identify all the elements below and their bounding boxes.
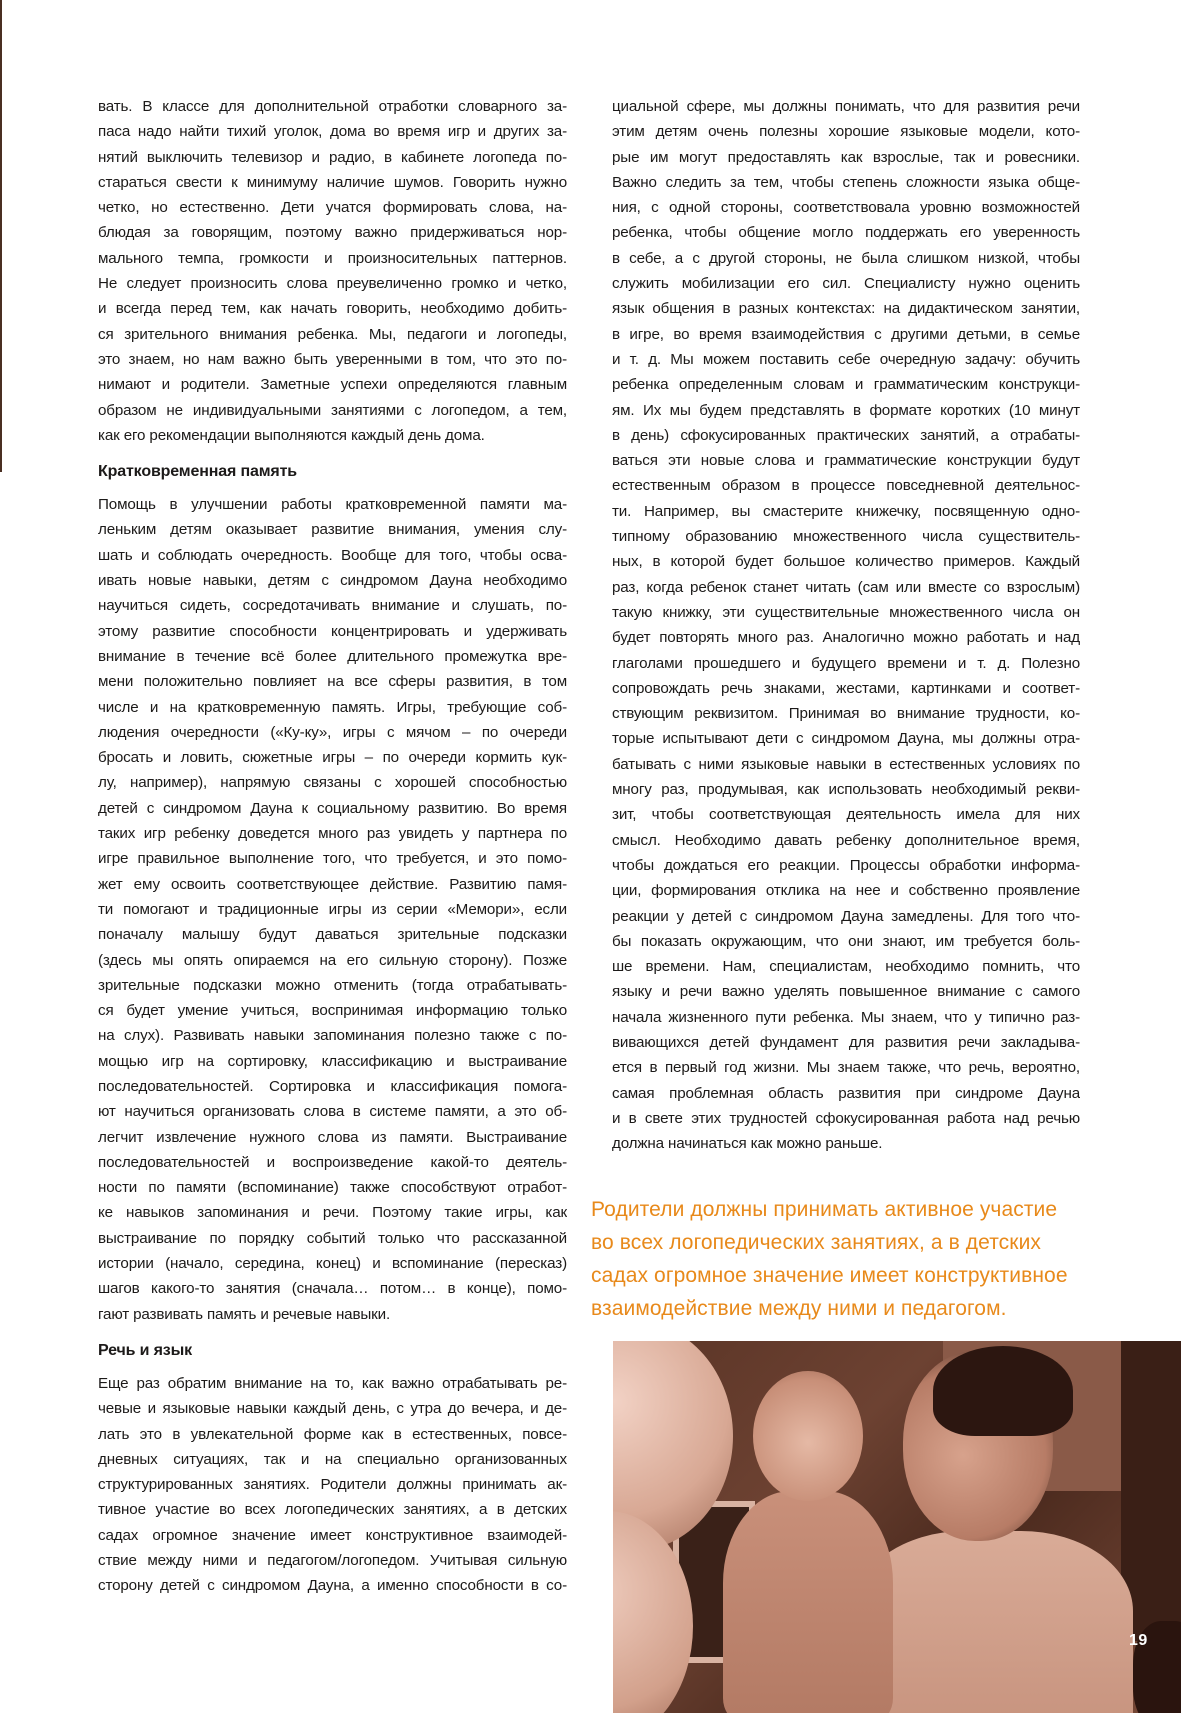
text-line: и т. д. Мы можем поставить себе очередную задачу: обучить (612, 350, 1080, 368)
text-line: Еще раз обратим внимание на то, как важно отрабатывать ре- (98, 1374, 567, 1392)
text-line: структурированных занятиях. Родители должны принимать ак- (98, 1476, 567, 1494)
text-line: ям. Их мы будем представлять в формате коротких (10 минут (612, 401, 1080, 419)
text-line: внимание в течение всё более длительного промежутка вре- (98, 647, 567, 665)
text-line: должна начинаться как можно раньше. (612, 1135, 883, 1153)
text-line: в день) сфокусированных практических занятий, а отрабаты- (612, 426, 1080, 444)
text-line: выстраивание по порядку событий только что рассказанной (98, 1229, 567, 1247)
text-line: гают развивать память и речевые навыки. (98, 1305, 391, 1323)
text-line: (здесь мы опять опираемся на его сильную сторону). Позже (98, 951, 567, 969)
text-line: поначалу малышу будут даваться зрительные подсказки (98, 926, 567, 944)
text-line: шать и соблюдать очередность. Вообще для того, чтобы осва- (98, 546, 567, 564)
text-line: Не следует произносить слова преувеличенно громко и четко, (98, 275, 567, 293)
short-term-memory-paragraph (98, 492, 567, 1327)
text-line: в игре, во время взаимодействия с другими детьми, в семье (612, 325, 1080, 343)
pull-quote (591, 1193, 1131, 1325)
text-line: лу, например), напрямую связаны с хорошей способностью (98, 774, 567, 792)
page-number: 19 (1129, 1632, 1148, 1649)
text-line: раз, когда ребенок станет читать (сам или вместе со взрослым) (612, 578, 1080, 596)
text-line: дневных ситуациях, так и на специально организованных (98, 1450, 567, 1468)
text-line: и всегда перед тем, как начать говорить, необходимо добить- (98, 300, 567, 318)
text-line: служить мобилизации его сил. Специалисту нужно оценить (612, 275, 1080, 293)
text-line: ется в первый год жизни. Мы знаем также, что речь, вероятно, (612, 1059, 1080, 1077)
intro-paragraph (98, 94, 567, 448)
text-line: ных, в которой будет большое количество примеров. Каждый (612, 553, 1080, 571)
text-line: леньким детям оказывает развитие внимания, умения слу- (98, 521, 567, 539)
text-line: таких игр ребенку доведется много раз увидеть у партнера по (98, 825, 567, 843)
text-line: паса надо найти тихий уголок, дома во время игр и других за- (98, 123, 567, 141)
text-line: мощью игр на сортировку, классификацию и выстраивание (98, 1052, 567, 1070)
text-line: числе и на кратковременную память. Игры, требующие соб- (98, 698, 567, 716)
text-line: язык общения в разных контекстах: на дидактическом занятии, (612, 300, 1080, 318)
text-line: ти помогают и традиционные игры из серии «Мемори», если (98, 900, 567, 918)
text-line: самая проблемная область развития при синдроме Дауна (612, 1084, 1080, 1102)
text-line: батывать с ними языковые навыки в естественных условиях по (612, 755, 1080, 773)
text-line: последовательностей. Сортировка и классификация помога- (98, 1077, 567, 1095)
text-line: чевые и языковые навыки каждый день, с утра до вечера, и де- (98, 1400, 567, 1418)
text-line: ивать новые навыки, детям с синдромом Дауна необходимо (98, 572, 567, 590)
text-line: научиться сидеть, сосредотачивать внимание и слушать, по- (98, 597, 567, 615)
text-line: лать это в увлекательной форме как в естественных, повсе- (98, 1425, 567, 1443)
text-line: зит, чтобы соответствующая деятельность имела для них (612, 806, 1080, 824)
text-line: циальной сфере, мы должны понимать, что для развития речи (612, 98, 1080, 115)
photo-man-hair (933, 1346, 1073, 1436)
text-line: ребенка определенным словам и грамматическим конструкци- (612, 376, 1080, 394)
pull-quote-line: садах огромное значение имеет конструктивное (591, 1264, 1068, 1287)
text-line: мени положительно повлияет на все сферы развития, в том (98, 673, 567, 691)
text-line: это знаем, но нам важно быть уверенными в том, что это по- (98, 350, 567, 368)
photo-man-body (853, 1531, 1133, 1713)
text-line: Помощь в улучшении работы кратковременной памяти ма- (98, 496, 567, 514)
text-line: бросать и ловить, сюжетные игры – по очереди кормить кук- (98, 749, 567, 767)
text-line: торые испытывают дети с синдромом Дауна, мы должны отра- (612, 730, 1080, 748)
text-line: начала жизненного пути ребенка. Мы знаем, что у типично раз- (612, 1008, 1080, 1026)
text-line: чтобы дождаться его реакции. Процессы обработки информа- (612, 856, 1080, 874)
photo-child-head (753, 1371, 863, 1501)
text-line: людения очередности («Ку-ку», игры с мячом – по очереди (98, 723, 567, 741)
right-text-column (612, 94, 1080, 1156)
text-line: на слух). Развивать навыки запоминания полезно также с по- (98, 1027, 567, 1045)
text-line: жет ему освоить соответствующее действие. Развитию памя- (98, 875, 567, 893)
text-line: Важно следить за тем, чтобы степень сложности языка обще- (612, 173, 1080, 191)
father-and-child-photo (613, 1341, 1181, 1713)
text-line: истории (начало, середина, конец) и вспоминание (пересказ) (98, 1255, 567, 1273)
text-line: ния, с одной стороны, соответствовала уровню возможностей (612, 199, 1080, 217)
text-line: нимают и родители. Заметные успехи определяются главным (98, 376, 567, 394)
text-line: ся будет умение учиться, воспринимая информацию только (98, 1002, 567, 1020)
text-line: глаголами прошедшего и будущего времени и т. д. Полезно (612, 654, 1080, 672)
text-line: четко, но естественно. Дети учатся формировать слова, на- (98, 199, 567, 217)
speech-language-paragraph (98, 1371, 567, 1599)
text-line: легчит извлечение нужного слова из памяти. Выстраивание (98, 1128, 567, 1146)
text-line: ности по памяти (вспоминание) также способствуют отработ- (98, 1179, 567, 1197)
pull-quote-line: во всех логопедических занятиях, а в детских (591, 1231, 1042, 1254)
pull-quote-line: Родители должны принимать активное участие (591, 1198, 1058, 1221)
text-line: нятий выключить телевизор и радио, в кабинете логопеда по- (98, 148, 567, 166)
text-line: ше времени. Нам, специалистам, необходимо помнить, что (612, 958, 1080, 976)
text-line: этому развитие способности концентрировать и удерживать (98, 622, 567, 640)
text-line: ти. Например, вы смастерите книжечку, посвященную одно- (612, 502, 1080, 520)
text-line: игре правильное выполнение того, что требуется, и это помо- (98, 850, 567, 868)
text-line: тивное участие во всех логопедических занятиях, а в детских (98, 1501, 567, 1519)
text-line: языку и речи важно уделять повышенное внимание с самого (612, 983, 1080, 1001)
text-line: будет повторять много раз. Аналогично можно работать и над (612, 629, 1080, 647)
text-line: рые им могут предоставлять как взрослые, так и ровесники. (612, 148, 1080, 166)
text-line: ствующим реквизитом. Принимая во внимание трудности, ко- (612, 705, 1080, 723)
text-line: блюдая за говорящим, поэтому важно придерживаться нор- (98, 224, 567, 242)
text-line: этим детям очень полезны хорошие языковые модели, кото- (612, 123, 1080, 141)
text-line: ке навыков запоминания и речи. Поэтому такие игры, как (98, 1204, 567, 1222)
text-line: и в свете этих трудностей сфокусированная работа над речью (612, 1109, 1080, 1127)
text-line: мального темпа, громкости и произносительных паттернов. (98, 249, 567, 267)
text-line: ствие между ними и педагогом/логопедом. Учитывая сильную (98, 1552, 567, 1570)
left-text-column (98, 94, 567, 1599)
text-line: смысл. Необходимо давать ребенку дополнительное время, (612, 831, 1080, 849)
text-line: вать. В классе для дополнительной отработки словарного за- (98, 98, 567, 115)
pull-quote-line: взаимодействие между ними и педагогом. (591, 1297, 1007, 1320)
text-line: ся зрительного внимания ребенка. Мы, педагоги и логопеды, (98, 325, 567, 343)
text-line: ваться эти новые слова и грамматические конструкции будут (612, 452, 1080, 470)
text-line: типному образованию множественного числа существитель- (612, 528, 1080, 546)
photo-child-body (723, 1491, 893, 1713)
text-line: реакции у детей с синдромом Дауна замедлены. Для того что- (612, 907, 1080, 925)
text-line: многу раз, продумывая, как использовать необходимый рекви- (612, 781, 1080, 799)
text-line: такую книжку, эти существительные множественного числа он (612, 603, 1080, 621)
text-line: в себе, а с другой стороны, не была слишком низкой, чтобы (612, 249, 1080, 267)
text-line: ют научиться организовать слова в системе памяти, а это об- (98, 1103, 567, 1121)
page-edge-bar (0, 0, 2, 472)
text-line: детей с синдромом Дауна к социальному развитию. Во время (98, 799, 567, 817)
text-line: шагов какого-то занятия (сначала… потом… в конце), помо- (98, 1280, 567, 1298)
text-line: зрительные подсказки можно отменить (тогда отрабатывать- (98, 976, 567, 994)
text-line: стараться свести к минимуму наличие шумов. Говорить нужно (98, 173, 567, 191)
section-heading-speech-and-language: Речь и язык (98, 1341, 192, 1359)
text-line: бы показать окружающим, что они знают, им требуется боль- (612, 932, 1080, 950)
text-line: сопровождать речь знаками, жестами, картинками и соответ- (612, 679, 1080, 697)
section-heading-short-term-memory: Кратковременная память (98, 463, 297, 481)
text-line: последовательностей и воспроизведение какой-то деятель- (98, 1153, 567, 1171)
text-line: ции, формирования отклика на нее и собственно проявление (612, 882, 1080, 900)
text-line: образом не индивидуальными занятиями с логопедом, а тем, (98, 401, 567, 419)
text-line: как его рекомендации выполняются каждый день дома. (98, 426, 485, 444)
text-line: садах огромное значение имеет конструктивное взаимодей- (98, 1526, 567, 1544)
text-line: ребенка, чтобы общение могло поддержать его уверенность (612, 224, 1080, 242)
text-line: сторону детей с синдромом Дауна, а именно способности в со- (98, 1577, 567, 1595)
text-line: естественным образом в процессе повседневной деятельнос- (612, 477, 1080, 495)
text-line: вивающихся детей фундамент для развития речи закладыва- (612, 1033, 1080, 1051)
